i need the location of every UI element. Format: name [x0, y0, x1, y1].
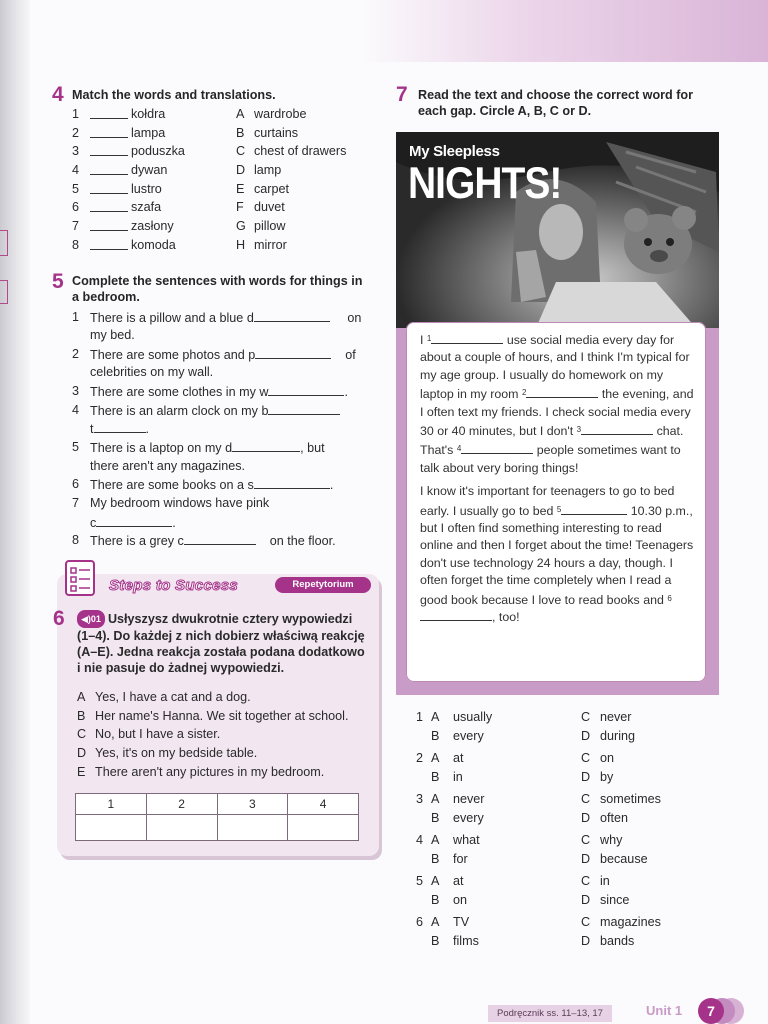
answer-cell[interactable]	[217, 815, 288, 841]
sentence-part: There are some clothes in my w	[90, 385, 269, 399]
text: , too!	[492, 610, 520, 625]
choice-text[interactable]: what	[453, 833, 480, 847]
item-number: 6	[72, 477, 80, 491]
text: the evening, and I often text my friends. I check social media every 30 or 40 minutes, but I don't	[420, 387, 694, 439]
teen-reading-photo	[396, 132, 719, 328]
sentence	[72, 496, 372, 514]
choice-text[interactable]: at	[453, 874, 464, 888]
option-text: No, but I have a sister.	[95, 727, 221, 742]
choice-letter[interactable]: A	[431, 792, 440, 806]
question	[416, 751, 716, 792]
response-option	[77, 727, 367, 746]
choice-letter[interactable]: B	[431, 811, 440, 825]
choice-letter[interactable]: A	[431, 915, 440, 929]
english-word: mirror	[254, 237, 287, 252]
paragraph	[420, 330, 696, 477]
sentence	[72, 477, 372, 495]
answer-blank[interactable]	[90, 174, 128, 175]
choice-text[interactable]: never	[453, 792, 485, 806]
multiple-choice-answers	[416, 710, 716, 956]
exercise-title-line-2: each gap. Circle A, B, C or D.	[418, 104, 592, 118]
polish-word: zasłony	[131, 219, 174, 234]
sentence-text	[90, 421, 149, 436]
choice-text[interactable]: never	[600, 710, 632, 724]
question-number: 2	[416, 751, 424, 765]
sentence-part: My bedroom windows have pink	[90, 496, 270, 510]
item-number: 5	[72, 181, 80, 196]
text: I	[420, 333, 424, 347]
sentence-part: .	[172, 516, 176, 530]
text: I know it's important for teenagers to go to bed early. I usually go to bed	[420, 484, 675, 518]
question-number: 4	[416, 833, 424, 847]
option-letter: D	[236, 163, 246, 178]
match-list	[72, 107, 372, 257]
polish-word: kołdra	[131, 107, 166, 121]
table-header-cell: 2	[146, 794, 217, 815]
gap-blank[interactable]	[431, 333, 503, 344]
question	[416, 874, 716, 915]
answer-blank[interactable]	[184, 533, 256, 545]
choice-text[interactable]: in	[453, 770, 463, 784]
gap-number: 5	[556, 504, 562, 514]
exercise-instruction: Usłyszysz dwukrotnie cztery wypowiedzi (1–4). Do każdej z nich dobierz właściwą reakcję (A–E). Jedna reakcja została podana dodatkowo i nie pasuje do żadnej wypowiedzi.	[77, 612, 365, 675]
item-number: 3	[72, 384, 80, 398]
steps-title: Steps to Success	[109, 577, 239, 594]
speaker-icon: ◀)	[81, 614, 91, 624]
choice-text[interactable]: bands	[600, 934, 635, 948]
header-decorative-band	[360, 0, 768, 62]
choice-row	[431, 792, 721, 811]
paragraph	[420, 483, 696, 626]
english-word: wardrobe	[254, 107, 307, 121]
option-letter: C	[236, 144, 246, 159]
gap-number: 3	[576, 425, 582, 435]
choice-row	[431, 893, 721, 912]
text: 10.30 p.m., but I often find something interesting to read online and then I forget about the time! Teenagers don't use technology 24 hours a day, though. I often forget the time completely when I read a good book because I love to read books and	[420, 503, 694, 607]
answer-cell[interactable]	[76, 815, 147, 841]
item-number: 8	[72, 237, 80, 252]
answer-cell[interactable]	[288, 815, 359, 841]
exercise-number: 4	[52, 83, 64, 106]
coursebook-reference: Podręcznik ss. 11–13, 17	[488, 1005, 612, 1022]
answer-blank[interactable]	[90, 118, 128, 119]
item-number: 2	[72, 347, 80, 361]
match-row	[72, 182, 372, 201]
option-text: Her name's Hanna. We sit together at school.	[95, 708, 349, 723]
sentence-part: There is an alarm clock on my b	[90, 404, 269, 418]
item-number: 6	[72, 200, 80, 215]
response-option	[77, 690, 367, 709]
question-number: 3	[416, 792, 424, 806]
answer-blank[interactable]	[255, 347, 331, 359]
sentence-continuation	[72, 365, 372, 383]
choice-letter[interactable]: D	[581, 770, 591, 784]
answer-blank[interactable]	[90, 137, 128, 138]
choice-text[interactable]: on	[600, 751, 615, 765]
choice-letter[interactable]: C	[581, 751, 591, 765]
answer-blank[interactable]	[232, 440, 300, 452]
choice-letter[interactable]: B	[431, 852, 440, 866]
sentence-part: , but	[300, 441, 325, 455]
page-binding-shadow	[0, 0, 30, 1024]
page-number-badge	[696, 997, 748, 1024]
match-row	[72, 163, 372, 182]
answer-blank[interactable]	[254, 310, 330, 322]
choice-row	[431, 915, 721, 934]
sentence-text	[90, 347, 356, 362]
choice-row	[431, 811, 721, 830]
choice-text[interactable]: by	[600, 770, 614, 784]
sentence-part: .	[145, 422, 149, 436]
choice-text[interactable]: because	[600, 852, 648, 866]
sentence-continuation	[72, 328, 372, 346]
option-letter: G	[236, 219, 246, 234]
question	[416, 710, 716, 751]
option-letter: A	[77, 690, 86, 704]
sentence	[72, 440, 372, 458]
sentence-part: t	[90, 422, 94, 436]
option-letter: A	[236, 107, 245, 121]
option-letter: E	[77, 764, 86, 779]
polish-word: komoda	[131, 237, 176, 252]
repetytorium-badge: Repetytorium	[275, 577, 371, 593]
choice-text[interactable]: during	[600, 729, 636, 743]
sentence-part: .	[329, 478, 334, 492]
english-word: curtains	[254, 125, 299, 140]
sentence-text	[90, 515, 176, 530]
option-text: Yes, I have a cat and a dog.	[95, 690, 251, 704]
answer-blank[interactable]	[254, 477, 330, 489]
choice-text[interactable]: usually	[453, 710, 493, 724]
answer-blank[interactable]	[90, 155, 128, 156]
audio-track-badge[interactable]	[77, 610, 105, 628]
choice-text[interactable]: often	[600, 811, 629, 825]
option-text: There aren't any pictures in my bedroom.	[95, 764, 325, 779]
choice-text[interactable]: every	[453, 729, 484, 743]
choice-letter[interactable]: D	[581, 729, 591, 743]
answer-blank[interactable]	[90, 193, 128, 194]
choice-text[interactable]: for	[453, 852, 468, 866]
choice-letter[interactable]: A	[431, 874, 440, 888]
answer-blank[interactable]	[268, 384, 344, 396]
choice-letter[interactable]: C	[581, 915, 591, 929]
option-letter: C	[77, 727, 87, 742]
choice-text[interactable]: TV	[453, 915, 470, 929]
choice-row	[431, 874, 721, 893]
sentence-text	[90, 533, 336, 548]
table-header-cell: 3	[217, 794, 288, 815]
answer-table-header	[76, 794, 359, 815]
gap-blank[interactable]	[561, 504, 627, 515]
answer-table-row	[76, 815, 359, 841]
sentence-part: There are some photos and p	[90, 348, 256, 362]
audio-track-number: 01	[90, 614, 101, 624]
exercise-number: 6	[53, 607, 65, 630]
sentence	[72, 310, 372, 328]
match-row	[72, 219, 372, 238]
choice-letter[interactable]: C	[581, 710, 591, 724]
answer-blank[interactable]	[268, 403, 340, 415]
sentence-continuation	[72, 459, 372, 477]
option-letter: D	[77, 746, 87, 761]
gap-number: 4	[456, 444, 462, 454]
choice-text[interactable]: magazines	[600, 915, 661, 929]
choice-text[interactable]: films	[453, 934, 479, 948]
gap-blank[interactable]	[420, 610, 492, 621]
reading-panel	[396, 132, 719, 695]
gap-blank[interactable]	[526, 387, 598, 398]
article-headline: NIGHTS!	[408, 159, 562, 209]
response-option	[77, 746, 367, 765]
sentence-text	[90, 477, 333, 492]
choice-row	[431, 710, 721, 729]
choice-row	[431, 770, 721, 789]
steps-to-success-box	[53, 574, 379, 856]
item-number: 5	[72, 440, 80, 454]
choice-letter[interactable]: A	[431, 833, 440, 847]
match-row	[72, 126, 372, 145]
option-letter: H	[236, 237, 246, 252]
table-header-cell: 4	[288, 794, 359, 815]
polish-word: dywan	[131, 163, 168, 178]
exercise-title-line-2: a bedroom.	[72, 290, 140, 304]
option-text: Yes, it's on my bedside table.	[95, 746, 258, 761]
choice-letter[interactable]: B	[431, 934, 440, 948]
item-number: 7	[72, 219, 80, 234]
choice-row	[431, 833, 721, 852]
choice-letter[interactable]: D	[581, 852, 591, 866]
choice-text[interactable]: on	[453, 893, 468, 907]
sentence-part: my bed.	[90, 328, 135, 342]
choice-letter[interactable]: B	[431, 770, 440, 784]
sentence-part: There is a grey c	[90, 534, 184, 548]
item-number: 7	[72, 496, 80, 510]
question-number: 1	[416, 710, 424, 724]
choice-text[interactable]: since	[600, 893, 630, 907]
gap-number: 1	[426, 334, 432, 343]
sentence-part: there aren't any magazines.	[90, 459, 246, 473]
text: use social media every day for about a couple of hours, and I think I'm typical for my age group. I usually do homework on my laptop in my room	[420, 333, 690, 402]
unit-label: Unit 1	[646, 1003, 683, 1018]
gap-blank[interactable]	[581, 424, 653, 435]
match-row	[72, 238, 372, 257]
english-word: pillow	[254, 219, 286, 234]
answer-blank[interactable]	[94, 421, 146, 433]
choice-text[interactable]: in	[600, 874, 610, 888]
option-letter: B	[236, 125, 245, 140]
exercise-title: Match the words and translations.	[72, 88, 276, 102]
sentence-part: There is a laptop on my d	[90, 441, 233, 455]
choice-text[interactable]: every	[453, 811, 484, 825]
gap-blank[interactable]	[461, 443, 533, 454]
match-row	[72, 144, 372, 163]
margin-bracket	[0, 280, 8, 304]
sentence	[72, 347, 372, 365]
polish-word: lampa	[131, 125, 166, 140]
item-number: 2	[72, 125, 80, 140]
question	[416, 833, 716, 874]
choice-row	[431, 852, 721, 871]
choice-row	[431, 934, 721, 953]
choice-letter[interactable]: D	[581, 811, 591, 825]
text: people sometimes want to talk about very boring things!	[420, 443, 681, 475]
margin-bracket	[0, 230, 8, 256]
sentence-part: c	[90, 516, 97, 530]
gap-number: 6	[667, 593, 672, 603]
sentence	[72, 403, 372, 421]
response-options	[77, 690, 367, 783]
sentence-part: on the floor.	[269, 534, 336, 548]
english-word: lamp	[254, 163, 282, 178]
choice-text[interactable]: sometimes	[600, 792, 661, 806]
answer-blank[interactable]	[90, 230, 128, 231]
answer-cell[interactable]	[146, 815, 217, 841]
answer-table	[75, 793, 359, 841]
answer-blank[interactable]	[96, 515, 172, 527]
match-row	[72, 200, 372, 219]
sentence-part: of	[345, 348, 356, 362]
polish-word: poduszka	[131, 144, 185, 159]
exercise-title	[77, 610, 369, 676]
sentence-part: .	[344, 385, 348, 399]
sentence-continuation	[72, 515, 372, 533]
question-number: 5	[416, 874, 424, 888]
table-header-cell: 1	[76, 794, 147, 815]
sentence-part: on	[347, 311, 362, 325]
choice-letter[interactable]: C	[581, 792, 591, 806]
choice-letter[interactable]: B	[431, 893, 440, 907]
text: chat. That's	[420, 424, 684, 458]
choice-letter[interactable]: A	[431, 751, 440, 765]
item-number: 1	[72, 107, 80, 121]
response-option	[77, 709, 367, 728]
sentence-text	[90, 403, 340, 418]
choice-letter[interactable]: D	[581, 934, 591, 948]
exercise-number: 7	[396, 83, 408, 106]
sentence-continuation	[72, 421, 372, 439]
answer-blank[interactable]	[90, 249, 128, 250]
english-word: carpet	[254, 181, 290, 196]
exercise-title-line-1: Complete the sentences with words for things in	[72, 274, 363, 288]
reading-text	[406, 322, 706, 682]
choice-row	[431, 729, 721, 748]
choice-text[interactable]: why	[600, 833, 623, 847]
english-word: duvet	[254, 200, 285, 215]
exercise-number: 5	[52, 270, 64, 293]
sentence-part: There is a pillow and a blue d	[90, 311, 254, 325]
choice-letter[interactable]: A	[431, 710, 440, 724]
option-letter: E	[236, 181, 245, 196]
gap-number: 2	[521, 388, 527, 398]
polish-word: lustro	[131, 181, 162, 196]
choice-letter[interactable]: B	[431, 729, 440, 743]
choice-letter[interactable]: C	[581, 874, 591, 888]
sentence-part: There are some books on a s	[90, 478, 254, 492]
choice-row	[431, 751, 721, 770]
sentence-text	[90, 440, 325, 455]
sentence-text	[90, 310, 361, 325]
question	[416, 915, 716, 956]
item-number: 1	[72, 310, 80, 324]
item-number: 8	[72, 533, 80, 547]
choice-text[interactable]: at	[453, 751, 464, 765]
exercise-title-line-1: Read the text and choose the correct word for	[418, 88, 694, 102]
article-kicker: My Sleepless	[409, 143, 500, 160]
choice-letter[interactable]: D	[581, 893, 591, 907]
sentence-text	[90, 384, 348, 399]
sentence	[72, 384, 372, 402]
item-number: 4	[72, 403, 80, 417]
option-letter: F	[236, 200, 244, 215]
match-row	[72, 107, 372, 126]
choice-letter[interactable]: C	[581, 833, 591, 847]
english-word: chest of drawers	[254, 144, 347, 159]
sentence-part: celebrities on my wall.	[90, 365, 214, 379]
question-number: 6	[416, 915, 424, 929]
sentence	[72, 533, 372, 551]
item-number: 4	[72, 163, 80, 178]
option-letter: B	[77, 708, 86, 723]
response-option	[77, 765, 367, 784]
checklist-icon	[63, 558, 99, 598]
polish-word: szafa	[131, 200, 162, 215]
steps-header	[57, 574, 379, 598]
page-number: 7	[698, 998, 724, 1024]
item-number: 3	[72, 144, 80, 159]
question	[416, 792, 716, 833]
answer-blank[interactable]	[90, 211, 128, 212]
